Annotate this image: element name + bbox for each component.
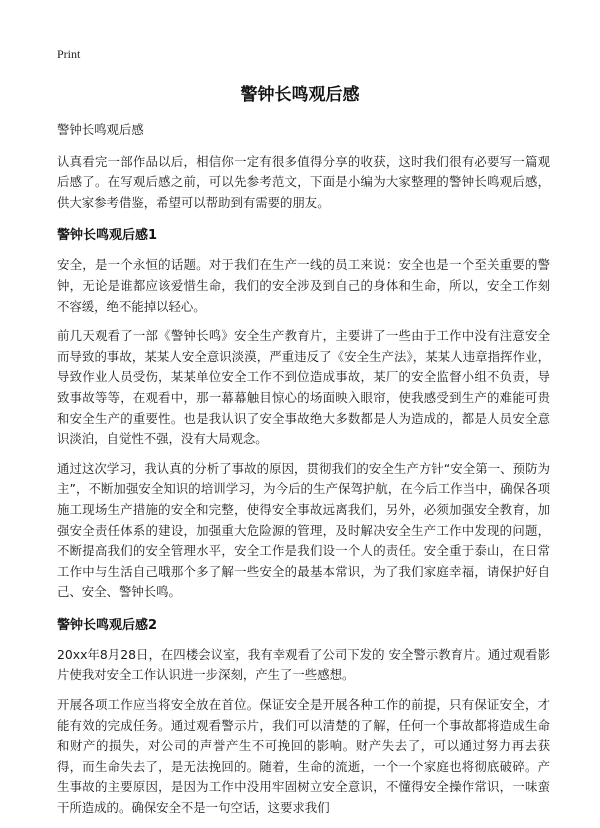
print-link[interactable]: Print (57, 47, 81, 61)
section-1-paragraph-2: 前几天观看了一部《警钟长鸣》安全生产教育片，主要讲了一些由于工作中没有注意安全而导致的事故，某某人安全意识淡漠，严重违反了《安全生产法》，某某人违章指挥作业，导致作业人员受伤，某某单位安全工作不到位造成事故，某厂的安全监督小组不负责，导致事故等等，在观看中，那一幕幕触目惊心的场面映入眼帘，使我感受到生产的难能可贵和安全生产的重要性。也是我认识了安全事故绝大多数都是人为造成的，都是人员安全意识淡泊，自觉性不强，没有大局观念。 (57, 328, 550, 447)
section-1-paragraph-3: 通过这次学习，我认真的分析了事故的原因，贯彻我们的安全生产方针“安全第一、预防为主”，不断加强安全知识的培训学习，为今后的生产保驾护航，在今后工作当中，确保各项施工现场生产措施的安全和完整，使得安全事故远离我们，另外，必须加强安全教育，加强安全责任体系的建设，加强重大危险源的管理，及时解决安全生产工作中发现的问题，不断提高我们的安全管理水平，安全工作是我们设一个人的责任。安全重于泰山，在日常工作中与生活自己哦那个多了解一些安全的最基本常识，为了我们家庭幸福，请保护好自己、安全、警钟长鸣。 (57, 460, 550, 600)
article-subtitle: 警钟长鸣观后感 (57, 122, 144, 137)
intro-paragraph: 认真看完一部作品以后，相信你一定有很多值得分享的收获，这时我们很有必要写一篇观后感了。在写观后感之前，可以先参考范文，下面是小编为大家整理的警钟长鸣观后感，供大家参考借鉴，希望可以帮助到有需要的朋友。 (57, 153, 550, 210)
section-1-heading: 警钟长鸣观后感1 (57, 228, 158, 244)
section-2-paragraph-1: 20xx年8月28日，在四楼会议室，我有幸观看了公司下发的 安全警示教育片。通过观看影片使我对安全工作认识进一步深刻，产生了一些感想。 (57, 646, 550, 683)
article-body (57, 120, 550, 828)
section-1-paragraph-1: 安全，是一个永恒的话题。对于我们在生产一线的员工来说：安全也是一个至关重要的警钟，无论是谁都应该爱惜生命，我们的安全涉及到自己的身体和生命，所以，安全工作刻不容缓，绝不能掉以轻心。 (57, 257, 550, 314)
section-2-paragraph-2: 开展各项工作应当将安全放在首位。保证安全是开展各种工作的前提，只有保证安全，才能有效的完成任务。通过观看警示片，我们可以清楚的了解，任何一个事故都将造成生命和财产的损失，对公司的声誉产生不可挽回的影响。财产失去了，可以通过努力再去获得，而生命失去了，是无法挽回的。随着，生命的流逝，一个一个家庭也将彻底破碎。产生事故的主要原因，是因为工作中没用牢固树立安全意识，不懂得安全操作常识，一味蛮干所造成的。确保安全不是一句空话，这要求我们 (57, 697, 550, 816)
document-title: 警钟长鸣观后感 (240, 85, 360, 105)
section-2-heading: 警钟长鸣观后感2 (57, 617, 158, 633)
